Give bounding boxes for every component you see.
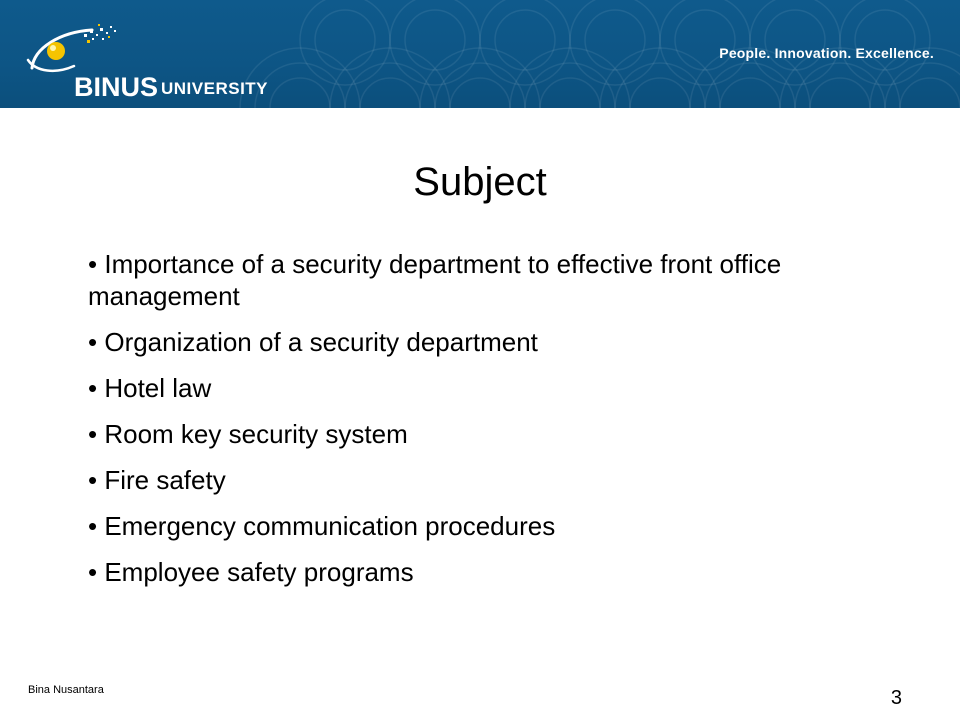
bullet-list: [88, 248, 878, 602]
bullet-text: Employee safety programs: [104, 557, 414, 587]
tagline: People. Innovation. Excellence.: [719, 45, 934, 61]
bullet-item: [88, 326, 878, 358]
binus-university-logo: [22, 20, 292, 100]
page-number: 3: [890, 687, 902, 709]
bullet-text: Fire safety: [104, 465, 226, 495]
bullet-item: [88, 464, 878, 496]
logo-binus-text: BINUS: [74, 72, 159, 102]
bullet-text: Organization of a security department: [104, 327, 538, 357]
bullet-mark: •: [88, 249, 98, 279]
bullet-mark: •: [88, 327, 98, 357]
bullet-text: Room key security system: [104, 419, 408, 449]
footer-organization: Bina Nusantara: [28, 684, 104, 696]
header-banner: [0, 0, 960, 108]
bullet-item: [88, 510, 878, 542]
slide-title: Subject: [413, 160, 547, 204]
bullet-item: [88, 556, 878, 588]
bullet-mark: •: [88, 511, 98, 541]
bullet-text: Hotel law: [104, 373, 212, 403]
bullet-mark: •: [88, 465, 98, 495]
bullet-item: [88, 418, 878, 450]
bullet-mark: •: [88, 419, 98, 449]
bullet-mark: •: [88, 373, 98, 403]
logo-orbit-icon: [22, 20, 132, 80]
bullet-mark: •: [88, 557, 98, 587]
logo-university-text: UNIVERSITY: [161, 79, 269, 98]
bullet-text: Emergency communication procedures: [104, 511, 556, 541]
bullet-item: [88, 372, 878, 404]
bullet-item: [88, 248, 878, 312]
bullet-text: Importance of a security department to effective front office management: [88, 249, 782, 311]
